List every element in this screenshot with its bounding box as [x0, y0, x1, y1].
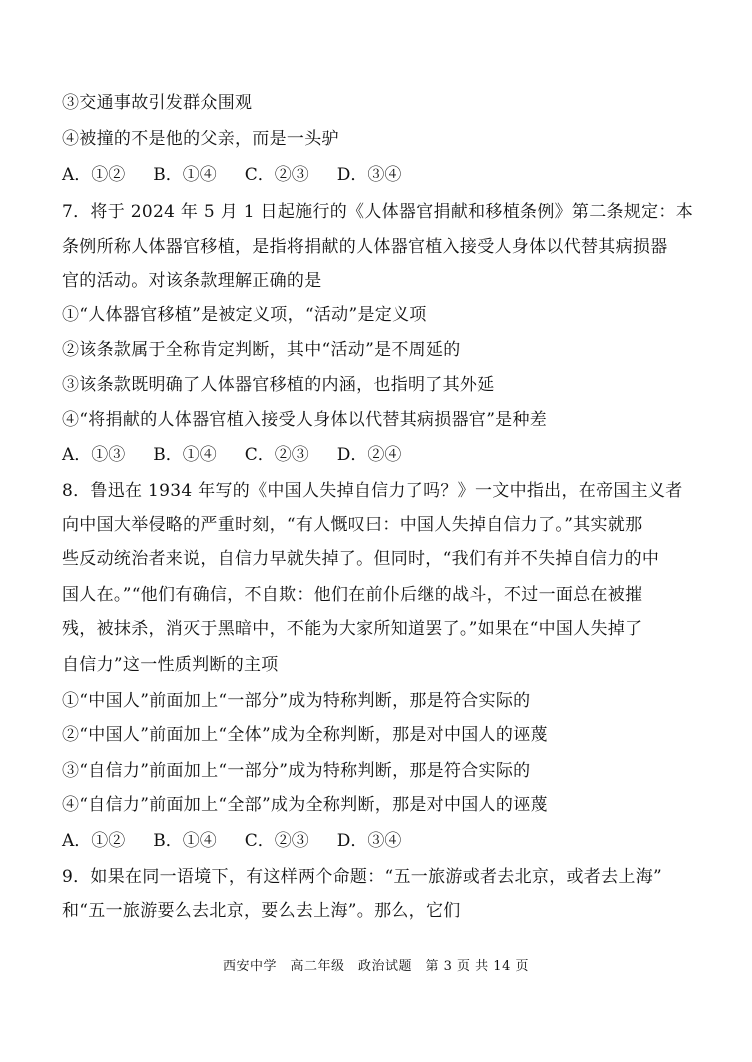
q7-option-a: A．①③	[62, 445, 126, 465]
q7-item-1: ①“人体器官移植”是被定义项，“活动”是定义项	[62, 305, 427, 325]
q7-options	[62, 444, 429, 466]
q8-stem-line-3: 些反动统治者来说，自信力早就失掉了。但同时，“我们有并不失掉自信力的中	[62, 549, 660, 569]
q6-item-3: ③交通事故引发群众围观	[62, 93, 253, 113]
q8-item-3: ③“自信力”前面加上“一部分”成为特称判断，那是符合实际的	[62, 761, 531, 781]
q8-stem-line-6: 自信力”这一性质判断的主项	[62, 655, 279, 675]
q8-item-4: ④“自信力”前面加上“全部”成为全称判断，那是对中国人的诬蔑	[62, 795, 548, 815]
q6-option-d: D．③④	[336, 165, 402, 185]
q8-option-d: D．③④	[336, 831, 402, 851]
q8-option-b: B．①④	[153, 831, 217, 851]
q6-option-b: B．①④	[153, 165, 217, 185]
q6-item-4: ④被撞的不是他的父亲，而是一头驴	[62, 129, 339, 149]
q8-option-a: A．①②	[62, 831, 126, 851]
q7-stem-line-1: 7．将于 2024 年 5 月 1 日起施行的《人体器官捐献和移植条例》第二条规定：本	[62, 202, 694, 222]
q8-stem-line-1: 8．鲁迅在 1934 年写的《中国人失掉自信力了吗？》一文中指出，在帝国主义者	[62, 481, 683, 501]
q7-item-4: ④“将捐献的人体器官植入接受人身体以代替其病损器官”是种差	[62, 410, 548, 430]
q7-stem-line-3: 官的活动。对该条款理解正确的是	[62, 271, 322, 291]
q8-stem-line-5: 残，被抹杀，消灭于黑暗中，不能为大家所知道罢了。”如果在“中国人失掉了	[62, 619, 643, 639]
q8-stem-line-2: 向中国大举侵略的严重时刻，“有人慨叹曰：中国人失掉自信力了。”其实就那	[62, 515, 643, 535]
q7-option-b: B．①④	[153, 445, 217, 465]
q8-stem-line-4: 国人在。”“他们有确信，不自欺：他们在前仆后继的战斗，不过一面总在被摧	[62, 585, 643, 605]
q9-stem-line-1: 9．如果在同一语境下，有这样两个命题：“五一旅游或者去北京，或者去上海”	[62, 867, 662, 887]
q8-options	[62, 830, 429, 852]
q9-stem-line-2: 和“五一旅游要么去北京，要么去上海”。那么，它们	[62, 901, 461, 921]
q6-option-a: A．①②	[62, 165, 126, 185]
q8-item-2: ②“中国人”前面加上“全体”成为全称判断，那是对中国人的诬蔑	[62, 725, 548, 745]
q6-options	[62, 164, 429, 186]
q7-option-c: C．②③	[244, 445, 309, 465]
q7-item-2: ②该条款属于全称肯定判断，其中“活动”是不周延的	[62, 340, 461, 360]
q6-option-c: C．②③	[244, 165, 309, 185]
q7-stem-line-2: 条例所称人体器官移植，是指将捐献的人体器官植入接受人身体以代替其病损器	[62, 237, 668, 257]
q7-item-3: ③该条款既明确了人体器官移植的内涵，也指明了其外延	[62, 375, 495, 395]
q8-item-1: ①“中国人”前面加上“一部分”成为特称判断，那是符合实际的	[62, 691, 531, 711]
page-footer: 西安中学 高二年级 政治试题 第 3 页 共 14 页	[223, 959, 529, 974]
q7-option-d: D．②④	[336, 445, 402, 465]
q8-option-c: C．②③	[244, 831, 309, 851]
